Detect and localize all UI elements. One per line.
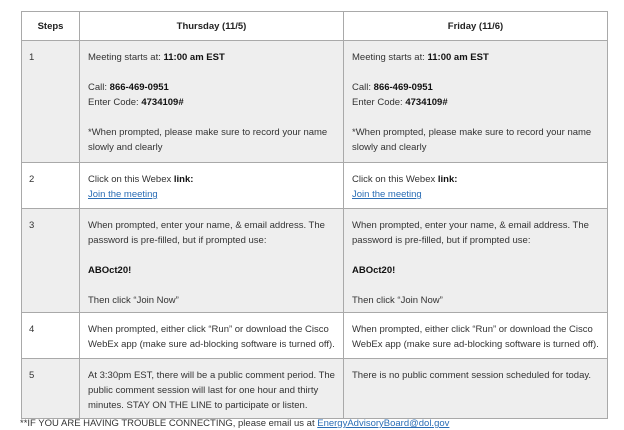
step-number: 3: [22, 209, 80, 313]
record-name-note: *When prompted, please make sure to record your name slowly and clearly: [352, 127, 592, 153]
meeting-time: 11:00 am EST: [163, 52, 225, 63]
call-label: Call:: [352, 82, 374, 93]
step-number: 1: [22, 41, 80, 163]
call-number: 866-469-0951: [109, 82, 169, 93]
meeting-time: 11:00 am EST: [427, 52, 489, 63]
record-name-note: *When prompted, please make sure to record your name slowly and clearly: [88, 127, 328, 153]
webex-text: Click on this Webex: [88, 174, 174, 185]
join-now-instruction: Then click “Join Now”: [88, 295, 179, 306]
enter-details-text: When prompted, enter your name, & email address. The password is pre-filled, but if prompted use:: [88, 220, 325, 246]
meeting-password: ABOct20!: [88, 265, 132, 276]
code-line: [352, 95, 599, 110]
table-row-step-1: [22, 41, 608, 163]
table-row-step-5: [22, 359, 608, 419]
meeting-label: Meeting starts at:: [88, 52, 164, 63]
join-meeting-link[interactable]: Join the meeting: [352, 189, 422, 200]
call-number: 866-469-0951: [373, 82, 433, 93]
webex-link-label: link:: [173, 174, 194, 185]
table-row-step-2: [22, 163, 608, 209]
access-code: 4734109#: [141, 97, 184, 108]
friday-step-2-cell: [344, 163, 608, 209]
trouble-connecting-note: [20, 418, 449, 429]
friday-step-1-cell: [344, 41, 608, 163]
webex-text: Click on this Webex: [352, 174, 438, 185]
access-code: 4734109#: [405, 97, 448, 108]
call-label: Call:: [88, 82, 110, 93]
step-number: 2: [22, 163, 80, 209]
friday-step-4-cell: When prompted, either click “Run” or download the Cisco WebEx app (make sure ad-blocking software is turned off).: [344, 313, 608, 359]
table-row-step-3: [22, 209, 608, 313]
call-line: [352, 80, 599, 95]
header-friday: Friday (11/6): [344, 12, 608, 41]
meeting-time-line: [88, 50, 335, 65]
thursday-step-1-cell: [80, 41, 344, 163]
webex-link-line: [352, 172, 599, 187]
webex-link-label: link:: [437, 174, 458, 185]
meeting-time-line: [352, 50, 599, 65]
steps-table: [21, 11, 608, 419]
step-number: 5: [22, 359, 80, 419]
header-steps: Steps: [22, 12, 80, 41]
join-meeting-link[interactable]: Join the meeting: [88, 189, 158, 200]
join-now-instruction: Then click “Join Now”: [352, 295, 443, 306]
call-line: [88, 80, 335, 95]
code-label: Enter Code:: [352, 97, 406, 108]
enter-details-text: When prompted, enter your name, & email address. The password is pre-filled, but if prompted use:: [352, 220, 589, 246]
footer-text: **IF YOU ARE HAVING TROUBLE CONNECTING, please email us at: [20, 418, 318, 429]
header-thursday: Thursday (11/5): [80, 12, 344, 41]
thursday-step-5-cell: At 3:30pm EST, there will be a public comment period. The public comment session will last for one hour and thirty minutes. STAY ON THE LINE to participate or listen.: [80, 359, 344, 419]
webex-link-line: [88, 172, 335, 187]
thursday-step-3-cell: [80, 209, 344, 313]
table-row-step-4: [22, 313, 608, 359]
thursday-step-2-cell: [80, 163, 344, 209]
code-line: [88, 95, 335, 110]
support-email-link[interactable]: EnergyAdvisoryBoard@dol.gov: [317, 418, 450, 429]
meeting-label: Meeting starts at:: [352, 52, 428, 63]
step-number: 4: [22, 313, 80, 359]
code-label: Enter Code:: [88, 97, 142, 108]
friday-step-3-cell: [344, 209, 608, 313]
friday-step-5-cell: There is no public comment session scheduled for today.: [344, 359, 608, 419]
table-header-row: [22, 12, 608, 41]
thursday-step-4-cell: When prompted, either click “Run” or download the Cisco WebEx app (make sure ad-blocking software is turned off).: [80, 313, 344, 359]
meeting-password: ABOct20!: [352, 265, 396, 276]
